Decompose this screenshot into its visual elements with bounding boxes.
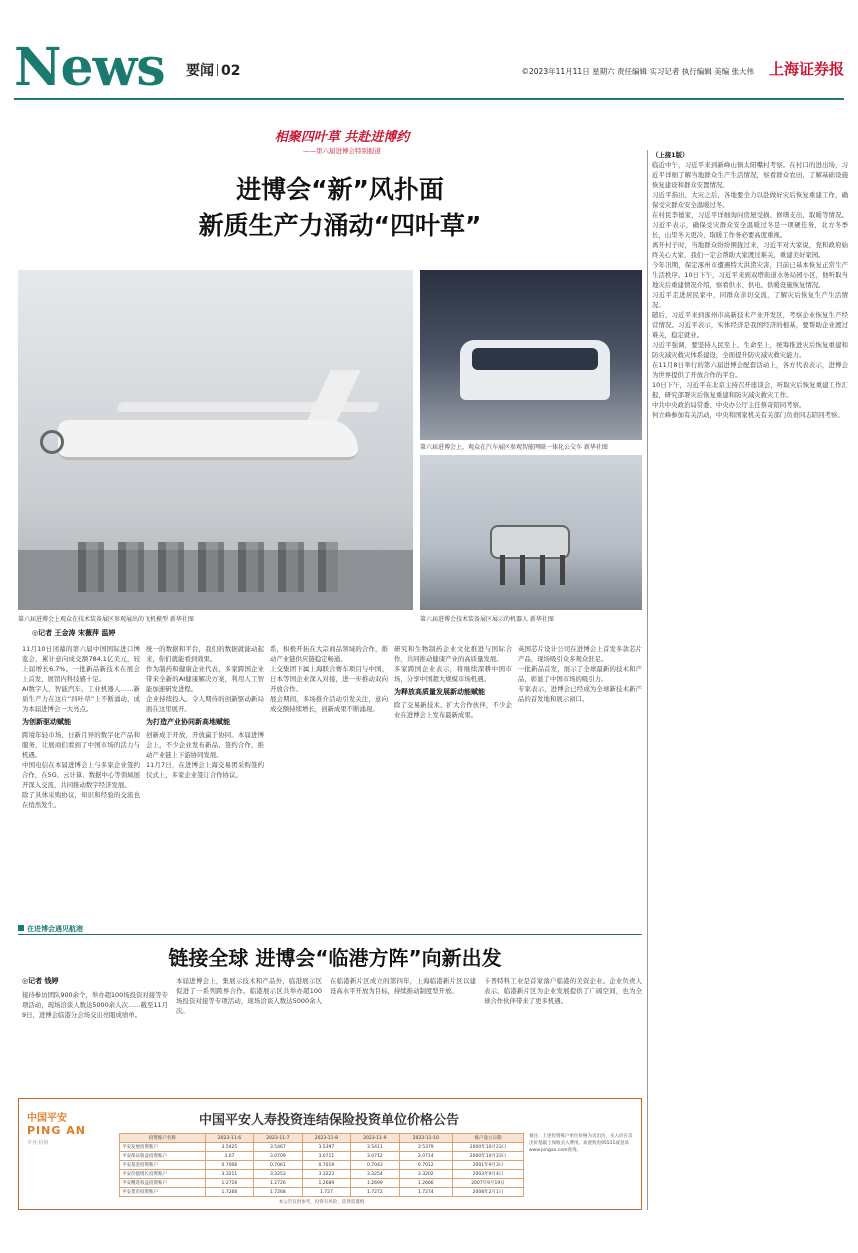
paragraph: 今年汛期，保定涿州市遭遇特大洪涝灾害，目前已基本恢复正常生产生活秩序。10日下午，习近平来到双塔街道水务局园小区，他听取当地灾后重建情况介绍，察看供水、供电、供暖设施恢复情况。 — [652, 261, 848, 289]
date-line: ©2023年11月11日 星期六 责任编辑 实习记者 执行编辑 美编 张大伟 — [521, 67, 754, 76]
paragraph: 10日下午，习近平在北京主持召开座谈会，听取灾后恢复重建工作汇报，研究部署灾后恢复重建和防灾减灾救灾工作。 — [652, 381, 848, 399]
bus-photo-caption: 第六届进博会上，观众在汽车展区参观智能网联一体化公交车 新华社图 — [420, 444, 608, 451]
page-number: 02 — [221, 63, 241, 79]
price-cell: 3.0711 — [302, 1152, 350, 1161]
paragraph: 卡普特科工业是首家落户临港的美资企业。企业负责人表示，临港新片区为企业发展提供了广阔空间，也为全球合作伙伴带来了更多机遇。 — [484, 977, 642, 1005]
ad-footer: 本公告仅供参考，投资有风险，选择需谨慎 — [278, 1200, 365, 1205]
paragraph: 在临港新片区成立的第四年，上海临港新片区以建设高水平开放为目标，持续推动制度型开放。 — [330, 977, 476, 995]
section-label — [186, 60, 240, 80]
paragraph: 专家表示，进博会已经成为全球新技术新产品的首发地和展示窗口。 — [518, 685, 642, 703]
brand-name-en: PING AN — [27, 1124, 86, 1137]
paragraph: 多家跨国企业表示，将继续深耕中国市场，分享中国超大规模市场机遇。 — [394, 665, 512, 683]
price-cell: 0.7019 — [302, 1161, 350, 1170]
price-cell: 1.2699 — [351, 1179, 399, 1188]
headline-line-2: 新质生产力涌动“四叶草” — [198, 211, 482, 240]
plane-propeller-shape — [40, 430, 64, 454]
robot-leg-shape — [540, 555, 545, 585]
right-column-article — [652, 150, 848, 1210]
subheading: 为创新驱动赋能 — [22, 718, 71, 726]
price-cell: 1.7266 — [205, 1188, 253, 1197]
robot-photo — [420, 455, 642, 610]
brand-tagline: 专业·价值 — [27, 1140, 49, 1146]
section-name: 要闻 — [186, 63, 214, 79]
price-cell: 3.0714 — [399, 1152, 452, 1161]
price-cell: 3.3223 — [302, 1170, 350, 1179]
robot-leg-shape — [520, 555, 525, 585]
aircraft-photo-caption: 第六届进博会上观众在技术装备展区参观展出的飞机模型 新华社图 — [18, 616, 194, 623]
price-cell: 0.7012 — [399, 1161, 452, 1170]
price-cell: 3.07 — [205, 1152, 253, 1161]
brand-name-cn: 中国平安 — [27, 1113, 67, 1124]
price-cell: 1.2716 — [205, 1179, 253, 1188]
robot-body-shape — [490, 525, 570, 559]
column-header: 2023-11-8 — [302, 1134, 350, 1143]
section-tag-text: 在进博会遇见航港 — [27, 925, 83, 933]
paragraph: 临近中午，习近平来到新峰山镇太阳嘴村考察。在村口的进出场，习近平详细了解当地群众生产生活情况，察看群众农田，了解基础设施恢复建设和群众安置情况。 — [652, 161, 848, 189]
paragraph: 11月10日闭幕的第六届中国国际进口博览会，累计意向成交额784.1亿美元，较上届增长6.7%。一批新品新技术在展会上首发，展馆内科技感十足。 — [22, 645, 140, 683]
price-cell: 1.2726 — [254, 1179, 302, 1188]
paragraph: 离开村子时，当地群众纷纷围拢过来，习近平对大家说，党和政府始终关心大家，我们一定会帮助大家渡过难关，重建美好家园。 — [652, 241, 848, 259]
price-cell: 0.7006 — [205, 1161, 253, 1170]
account-name-cell: 平安保证收益投资账户 — [120, 1152, 206, 1161]
news-logo: News — [14, 37, 165, 98]
robot-photo-caption: 第六届进博会技术装备展区展示的机器人 新华社图 — [420, 616, 554, 623]
paragraph: 英国芯片设计公司在进博会上首发多款芯片产品，现场吸引众多观众驻足。 — [518, 645, 642, 663]
paragraph: 习近平指出，大灾之后，各地要全力以赴做好灾后恢复重建工作，确保受灾群众安全温暖过冬。 — [652, 191, 848, 209]
story2-headline: 链接全球 进博会“临港方阵”向新出发 — [168, 946, 502, 970]
price-cell: 3.3254 — [351, 1170, 399, 1179]
headline-line-1: 进博会“新”风扑面 — [236, 175, 444, 204]
paragraph: 企业持续投入。令人期待的创新驱动新局面在这里展开。 — [146, 695, 264, 713]
price-cell: 3.3211 — [205, 1170, 253, 1179]
price-cell: 3.0712 — [351, 1152, 399, 1161]
paragraph: 习近平走进居民家中，同群众亲切交流，了解灾后恢复生产生活情况。 — [652, 291, 848, 309]
lead-column-3 — [270, 644, 388, 916]
price-cell: 3.3202 — [399, 1170, 452, 1179]
price-cell: 3.0709 — [254, 1152, 302, 1161]
lead-column-2 — [146, 644, 264, 916]
subheading: 为释放高质量发展新动能赋能 — [394, 688, 485, 696]
setup-date-cell: 2001年9月3日 — [453, 1161, 524, 1170]
lead-column-4 — [394, 644, 512, 916]
price-cell: 3.5397 — [302, 1143, 350, 1152]
account-name-cell: 平安价值增长投资账户 — [120, 1170, 206, 1179]
section-divider — [217, 64, 218, 76]
price-cell: 1.7274 — [399, 1188, 452, 1197]
table-header-row — [120, 1134, 524, 1143]
lead-headline — [190, 172, 490, 244]
story2-byline: ◎记者 钱婷 — [22, 977, 59, 985]
column-header: 账户设立日期 — [453, 1134, 524, 1143]
paragraph: 何立峰参加有关活动，中央和国家机关有关部门负责同志陪同考察。 — [652, 411, 844, 419]
column-header: 2023-11-7 — [254, 1134, 302, 1143]
story2-column-2 — [176, 976, 322, 1094]
table-row — [120, 1161, 524, 1170]
paragraph: 展会期间，多场推介活动引发关注，意向成交额持续增长，创新成果不断涌现。 — [270, 695, 388, 713]
account-name-cell: 平安精选权益投资账户 — [120, 1179, 206, 1188]
paragraph: AI数字人、智能汽车、工业机器人……新质生产力在这片“四叶草”上不断涌动，成为本届进博会一大亮点。 — [22, 685, 140, 713]
paragraph: 中国电信在本届进博会上与多家企业签约合作，在5G、云计算、数据中心等领域展开深入交流，共同推动数字经济发展。 — [22, 761, 140, 789]
paragraph: 系，积极开拓在大宗商品领域的合作，推动产业链供应链稳定畅通。 — [270, 645, 388, 663]
paragraph: 跨境年轻市场、日新月异的数字化产品和服务，让展商们看到了中国市场的活力与机遇。 — [22, 731, 140, 759]
robot-leg-shape — [500, 555, 505, 585]
table-row — [120, 1152, 524, 1161]
price-cell: 3.5467 — [254, 1143, 302, 1152]
paragraph: 创新成于开放，开放赢于协同。本届进博会上，不少企业发布新品、签约合作，推动产业链上下游协同发展。 — [146, 731, 264, 759]
plane-tail-shape — [305, 370, 361, 425]
price-cell: 1.7268 — [254, 1188, 302, 1197]
plane-body-shape — [58, 420, 358, 460]
account-name-cell: 平安基金投资账户 — [120, 1161, 206, 1170]
table-row — [120, 1188, 524, 1197]
column-header: 2023-11-6 — [205, 1134, 253, 1143]
paragraph: 本届进博会上，集展示技术和产品外，临港展示区促进了一系列跨界合作。临港展示区共举办超100场投资对接等专项活动，现场洽谈人数达5000余人次。 — [176, 977, 322, 1015]
lead-column-1 — [22, 644, 140, 916]
subheading: 为打造产业协同新高地赋能 — [146, 718, 230, 726]
bus-window-shape — [472, 348, 598, 370]
crowd-shape — [78, 542, 338, 592]
setup-date-cell: 2000年10月23日 — [453, 1152, 524, 1161]
price-cell: 3.5379 — [399, 1143, 452, 1152]
top-rule — [14, 98, 844, 100]
ad-title: 中国平安人寿投资连结保险投资单位价格公告 — [198, 1113, 459, 1128]
paragraph: 除了具体采购协议，知识和经验的交流也在悄然发生。 — [22, 791, 140, 809]
banner-subtitle: ——第六届进博会特别报道 — [303, 147, 381, 155]
price-cell: 1.727 — [302, 1188, 350, 1197]
price-cell: 1.7272 — [351, 1188, 399, 1197]
ping-an-logo — [27, 1109, 107, 1146]
story2-rule — [18, 934, 642, 935]
story2-column-1 — [22, 990, 168, 1094]
paragraph: 上交集团下属上海联合赛车项目与中国、日本等国企业深入对接，进一步推动双向开放合作。 — [270, 665, 388, 693]
price-cell: 3.5411 — [351, 1143, 399, 1152]
aircraft-photo — [18, 270, 413, 610]
table-row — [120, 1143, 524, 1152]
paragraph: 统一的数据和平台，我们的数据就能动起来，你们就能看到效果。 — [146, 645, 264, 663]
price-cell: 3.3253 — [254, 1170, 302, 1179]
ad-note: 备注：上述投资账户单位价格为卖出价，买入价在卖出价基础上加收买入费用。欢迎致电95511或登录www.pingan.com查询。 — [529, 1134, 633, 1153]
price-table — [119, 1133, 524, 1197]
account-name-cell: 平安货币投资账户 — [120, 1188, 206, 1197]
banner-title: 相聚四叶草 共赴进博约 — [274, 130, 410, 145]
price-cell: 3.5425 — [205, 1143, 253, 1152]
paragraph: 一批新品首发，展示了全球最新的技术和产品，彰显了中国市场的吸引力。 — [518, 665, 642, 683]
column-header: 2023-11-10 — [399, 1134, 452, 1143]
column-divider — [647, 150, 648, 1210]
column-header: 2023-11-9 — [351, 1134, 399, 1143]
special-report-banner — [252, 126, 432, 155]
paragraph: 在11月8日举行的第六届进博会配套活动上，各方代表表示，进博会为世界提供了开放合作的平台。 — [652, 361, 848, 379]
table-row — [120, 1179, 524, 1188]
setup-date-cell: 2008年2月1日 — [453, 1188, 524, 1197]
price-cell: 0.7061 — [254, 1161, 302, 1170]
setup-date-cell: 2000年10月23日 — [453, 1143, 524, 1152]
price-cell: 1.2689 — [302, 1179, 350, 1188]
robot-leg-shape — [560, 555, 565, 585]
paragraph: 随后，习近平来到涿州市高新技术产业开发区，考察企业恢复生产经营情况。习近平表示，实体经济是我国经济的根基，要帮助企业渡过难关，稳定就业。 — [652, 311, 848, 339]
story2-section-tag — [18, 924, 83, 934]
setup-date-cell: 2007年9月19日 — [453, 1179, 524, 1188]
price-cell: 1.2666 — [399, 1179, 452, 1188]
column-header: 投资账户名称 — [120, 1134, 206, 1143]
continued-from: （上接1版） — [652, 151, 689, 159]
lead-column-5 — [518, 644, 642, 916]
paragraph: 习近平强调，要坚持人民至上、生命至上，统筹推进灾后恢复重建和防灾减灾救灾体系建设，全面提升防灾减灾救灾能力。 — [652, 341, 848, 359]
paragraph: 中共中央政治局常委、中央办公厅主任蔡奇陪同考察。 — [652, 401, 806, 409]
price-cell: 0.7043 — [351, 1161, 399, 1170]
account-name-cell: 平安发展投资账户 — [120, 1143, 206, 1152]
paper-logo: 上海证券报 — [768, 60, 844, 78]
paragraph: 11月7日，在进博会上海交易团采购签约仪式上，多家企业签订合作协议。 — [146, 761, 264, 779]
paragraph: 除了交易新技术、扩大合作伙伴，不少企业在进博会上发布最新成果。 — [394, 701, 512, 719]
paragraph: 在村民李德家，习近平详细询问房屋受损、修缮支出、取暖等情况。习近平表示，确保受灾群众安全温暖过冬是一项硬任务，北方冬季长，山里冬天更冷，取暖工作务必要高度重视。 — [652, 211, 848, 239]
masthead — [14, 37, 844, 98]
square-bullet-icon — [18, 925, 24, 931]
ping-an-price-notice-ad — [18, 1098, 642, 1210]
paragraph: 研究和生物制药企业文化推进与国际合作，共同推动健康产业的高质量发展。 — [394, 645, 512, 663]
story2-column-3 — [330, 976, 476, 1094]
paragraph: 接待参访团队900余个，举办超100场投资对接等专项活动，现场洽谈人数达5000余人次……截至11月9日，进博会临港分会场交出亮眼成绩单。 — [22, 991, 168, 1019]
bus-photo — [420, 270, 642, 440]
setup-date-cell: 2003年9月4日 — [453, 1170, 524, 1179]
story2-column-4 — [484, 976, 642, 1094]
paragraph: 作为制药和健康企业代表，多家跨国企业带来全新的AI健康解决方案，利用人工智能加速研发进程。 — [146, 665, 264, 693]
lead-byline: ◎记者 王金涛 宋薇萍 温婷 — [32, 629, 116, 637]
table-row — [120, 1170, 524, 1179]
